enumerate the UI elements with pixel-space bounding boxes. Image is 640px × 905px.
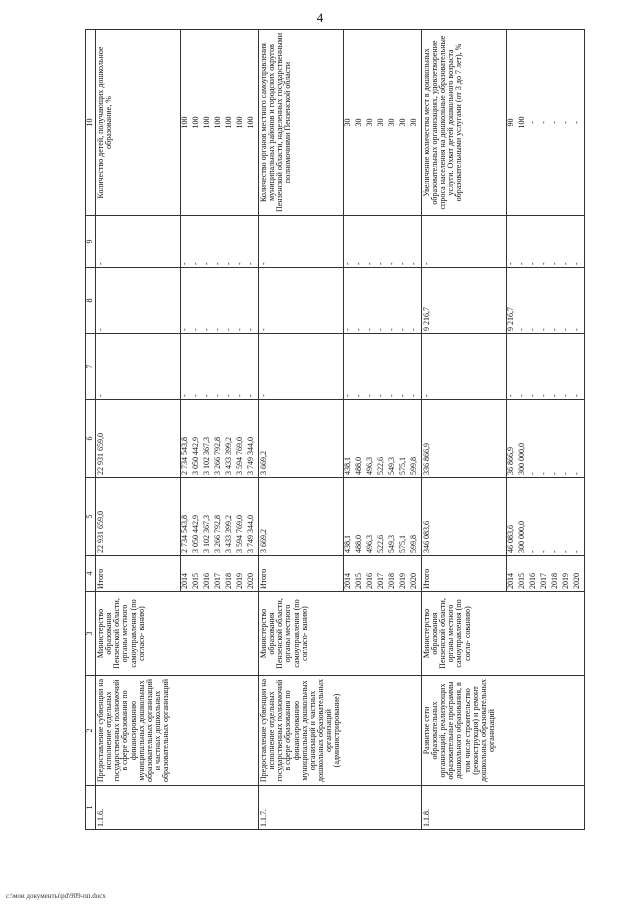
amount-cell: - [540,400,551,478]
year-cell: 2016 [366,556,377,592]
total-value: - [96,268,181,334]
amount-cell: - [551,400,562,478]
indicator-value: - [540,30,551,216]
amount-cell: - [551,478,562,556]
amount-cell: - [399,334,410,400]
amount-cell: 2 734 543,8 [181,478,193,556]
amount-cell: - [551,216,562,268]
amount-cell: 599,8 [410,400,422,478]
amount-cell: 3 050 442,9 [192,478,203,556]
year-cell: 2017 [540,556,551,592]
measure-name: Развитие сети образовательных организаций, реализующих образовательные программы дошкольного образования, в том числе строительство (реконструкция) и ремонт дошкольных образовательных организаций [421,676,584,786]
amount-cell: - [518,334,529,400]
year-cell: 2019 [236,556,247,592]
indicator-value: 100 [181,30,193,216]
year-cell: 2015 [518,556,529,592]
indicator-value: - [573,30,585,216]
year-cell: 2020 [410,556,422,592]
amount-cell: - [562,268,573,334]
amount-cell: - [529,334,540,400]
year-cell: 2017 [214,556,225,592]
amount-cell: 46 083,6 [506,478,518,556]
page-number: 4 [316,10,324,25]
amount-cell: 300 000,0 [518,478,529,556]
amount-cell: - [551,334,562,400]
column-number-row [86,30,96,830]
total-value: 3 669,2 [258,400,343,478]
indicator-value: 100 [192,30,203,216]
amount-cell: - [529,400,540,478]
year-cell: 2020 [573,556,585,592]
table-row [421,30,506,830]
total-value: - [258,216,343,268]
amount-cell: - [540,478,551,556]
amount-cell: - [366,268,377,334]
column-header: 9 [86,216,96,268]
amount-cell: - [192,216,203,268]
column-header: 1 [86,786,96,830]
indicator-value: 100 [225,30,236,216]
year-cell: 2014 [181,556,193,592]
amount-cell: - [355,268,366,334]
amount-cell: - [529,268,540,334]
amount-cell: 575,1 [399,478,410,556]
total-value: 22 931 659,0 [96,400,181,478]
indicator-value: 100 [247,30,259,216]
amount-cell: - [225,216,236,268]
total-value: 346 083,6 [421,478,506,556]
year-cell: 2020 [247,556,259,592]
amount-cell: - [573,478,585,556]
amount-cell: 488,0 [355,478,366,556]
amount-cell: 438,1 [344,478,356,556]
year-cell: 2019 [399,556,410,592]
total-label: Итого [96,556,181,592]
total-value: 3 669,2 [258,478,343,556]
total-value: 9 216,7 [421,268,506,334]
amount-cell: 3 050 442,9 [192,400,203,478]
measure-number: 1.1.6. [96,786,259,830]
amount-cell: - [377,268,388,334]
amount-cell: 3 433 399,2 [225,400,236,478]
total-value: - [421,334,506,400]
amount-cell: - [203,216,214,268]
amount-cell: 9 216,7 [506,268,518,334]
amount-cell: 3 594 769,0 [236,478,247,556]
amount-cell: 3 749 344,0 [247,478,259,556]
amount-cell: - [225,334,236,400]
indicator-value: - [551,30,562,216]
amount-cell: - [410,268,422,334]
year-cell: 2017 [377,556,388,592]
indicator-value: 30 [410,30,422,216]
executor: Министерство образования Пензенской области, органы местного самоуправления (по согласо- ванию) [96,592,259,676]
amount-cell: 2 734 543,8 [181,400,193,478]
column-header: 4 [86,556,96,592]
amount-cell: - [247,268,259,334]
amount-cell: - [355,216,366,268]
file-path-footer: c:\мои документы\pd\909-пп.docx [6,892,106,900]
amount-cell: - [181,268,193,334]
amount-cell: - [181,334,193,400]
year-cell: 2019 [562,556,573,592]
amount-cell: - [366,334,377,400]
total-value: - [96,216,181,268]
total-value: 336 866,9 [421,400,506,478]
year-cell: 2015 [355,556,366,592]
column-header: 3 [86,592,96,676]
amount-cell: 549,3 [388,400,399,478]
amount-cell: - [192,268,203,334]
indicator-value: 100 [214,30,225,216]
amount-cell: 549,3 [388,478,399,556]
amount-cell: - [573,216,585,268]
table-body [96,30,585,830]
indicator-value: - [529,30,540,216]
amount-cell: - [355,334,366,400]
indicator: Количество детей, получающих дошкольное образование, % [96,30,181,216]
indicator-value: 30 [355,30,366,216]
indicator-value: 30 [366,30,377,216]
amount-cell: - [236,334,247,400]
amount-cell: - [506,216,518,268]
amount-cell: - [236,216,247,268]
amount-cell: - [573,400,585,478]
amount-cell: - [203,334,214,400]
amount-cell: - [344,334,356,400]
amount-cell: 488,0 [355,400,366,478]
amount-cell: 438,1 [344,400,356,478]
amount-cell: 496,3 [366,478,377,556]
amount-cell: 300 000,0 [518,400,529,478]
total-value: - [258,334,343,400]
total-value: - [258,268,343,334]
indicator: Количество органов местного самоуправления муниципальных районов и городских округов Пензенской области, наделенных государственными полномочиями Пензенской области [258,30,343,216]
rotated-table-container [85,30,585,830]
amount-cell: - [181,216,193,268]
amount-cell: - [399,216,410,268]
amount-cell: 3 266 792,8 [214,400,225,478]
amount-cell: - [388,334,399,400]
amount-cell: - [529,216,540,268]
total-label: Итого [258,556,343,592]
amount-cell: 599,8 [410,478,422,556]
year-cell: 2015 [192,556,203,592]
amount-cell: - [388,268,399,334]
amount-cell: 3 433 399,2 [225,478,236,556]
indicator-value: 30 [377,30,388,216]
amount-cell: - [377,216,388,268]
indicator-value: 90 [506,30,518,216]
column-header: 2 [86,676,96,786]
total-value: - [96,334,181,400]
amount-cell: - [410,334,422,400]
indicator-value: 100 [236,30,247,216]
program-measures-table [85,29,585,830]
amount-cell: - [214,268,225,334]
amount-cell: - [344,216,356,268]
column-header: 7 [86,334,96,400]
amount-cell: - [562,334,573,400]
year-cell: 2016 [203,556,214,592]
amount-cell: - [214,334,225,400]
amount-cell: - [344,268,356,334]
table-row [96,30,181,830]
amount-cell: 522,6 [377,478,388,556]
amount-cell: - [247,334,259,400]
amount-cell: 522,6 [377,400,388,478]
amount-cell: - [377,334,388,400]
column-header: 8 [86,268,96,334]
amount-cell: - [540,216,551,268]
amount-cell: - [399,268,410,334]
amount-cell: - [573,268,585,334]
amount-cell: - [192,334,203,400]
column-header: 6 [86,400,96,478]
amount-cell: - [247,216,259,268]
amount-cell: 496,3 [366,400,377,478]
executor: Министерство образования Пензенской области, органы местного самоуправления (по согласо- ванию) [258,592,421,676]
indicator-value: - [562,30,573,216]
amount-cell: 3 102 367,3 [203,478,214,556]
amount-cell: 3 102 367,3 [203,400,214,478]
measure-number: 1.1.8. [421,786,584,830]
amount-cell: - [551,268,562,334]
amount-cell: - [573,334,585,400]
amount-cell: 3 749 344,0 [247,400,259,478]
indicator-value: 100 [203,30,214,216]
amount-cell: - [388,216,399,268]
amount-cell: - [518,268,529,334]
year-cell: 2018 [388,556,399,592]
indicator-value: 30 [399,30,410,216]
year-cell: 2018 [551,556,562,592]
amount-cell: - [203,268,214,334]
amount-cell: 3 594 769,0 [236,400,247,478]
amount-cell: - [529,478,540,556]
amount-cell: - [518,216,529,268]
amount-cell: - [236,268,247,334]
amount-cell: - [214,216,225,268]
indicator-value: 30 [388,30,399,216]
table-row [258,30,343,830]
year-cell: 2016 [529,556,540,592]
amount-cell: - [562,216,573,268]
amount-cell: - [225,268,236,334]
year-cell: 2018 [225,556,236,592]
indicator-value: 100 [518,30,529,216]
total-label: Итого [421,556,506,592]
executor: Министерство образования Пензенской области, органы местного самоуправления (по согла- сованию) [421,592,584,676]
amount-cell: - [562,478,573,556]
indicator-value: 30 [344,30,356,216]
measure-name: Предоставление субвенции на исполнение отдельных государственных полномочий в сфере образования по финансированию муниципальных дошкольных образовательных организаций и частных дошкольных образовательных организаций [96,676,259,786]
column-header: 5 [86,478,96,556]
amount-cell: 36 866,9 [506,400,518,478]
amount-cell: - [562,400,573,478]
amount-cell: - [540,268,551,334]
measure-name: Предоставление субвенции на исполнение отдельных государственных полномочий в сфере образования по финансированию муниципальных дошкольных организаций и частных дошкольных образовательных организаций (администрирование) [258,676,421,786]
total-value: - [421,216,506,268]
amount-cell: - [366,216,377,268]
measure-number: 1.1.7. [258,786,421,830]
total-value: 22 931 659,0 [96,478,181,556]
column-header: 10 [86,30,96,216]
amount-cell: - [540,334,551,400]
amount-cell: - [506,334,518,400]
year-cell: 2014 [506,556,518,592]
indicator: Увеличение количества мест в дошкольных образовательных организациях, удовлетворение спроса населения на дошкольные образовательные услуги. Охват детей дошкольного возраста образовательными услугами (от 3 до 7 лет), % [421,30,506,216]
amount-cell: 575,1 [399,400,410,478]
amount-cell: - [410,216,422,268]
year-cell: 2014 [344,556,356,592]
amount-cell: 3 266 792,8 [214,478,225,556]
